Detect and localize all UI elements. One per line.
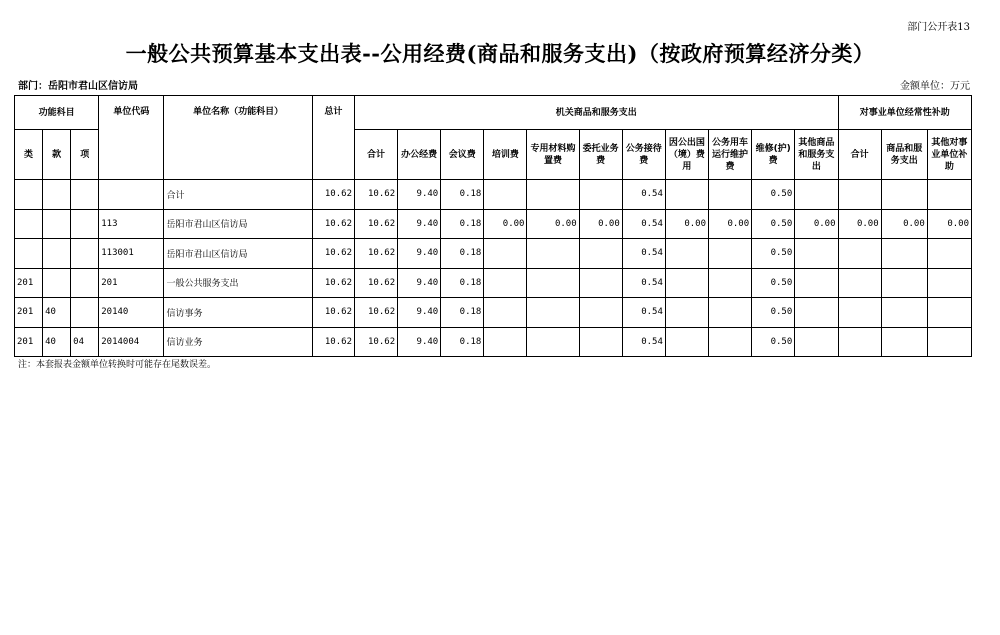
cell-agency-value xyxy=(484,327,527,357)
cell-agency-value xyxy=(484,298,527,328)
cell-agency-value: 0.54 xyxy=(622,239,665,269)
header-agency-col: 公务接待费 xyxy=(622,130,665,180)
cell-agency-value xyxy=(579,180,622,210)
cell-total: 10.62 xyxy=(312,209,354,239)
cell-subsidy-value xyxy=(927,298,971,328)
table-code: 部门公开表13 xyxy=(907,22,970,33)
cell-agency-value xyxy=(527,239,579,269)
header-func-subject: 功能科目 xyxy=(15,96,99,130)
cell-agency-value: 0.00 xyxy=(579,209,622,239)
table-row xyxy=(15,239,972,269)
cell-lei: 201 xyxy=(15,298,43,328)
cell-agency-value: 10.62 xyxy=(354,180,397,210)
cell-agency-value xyxy=(795,239,838,269)
cell-agency-value: 0.18 xyxy=(441,298,484,328)
cell-lei xyxy=(15,180,43,210)
cell-unit-code: 113001 xyxy=(99,239,164,269)
cell-agency-value xyxy=(795,268,838,298)
cell-subsidy-value xyxy=(927,239,971,269)
header-agency-col: 维修(护)费 xyxy=(752,130,795,180)
cell-subsidy-value xyxy=(881,327,927,357)
cell-unit-name: 合计 xyxy=(164,180,312,210)
cell-agency-value xyxy=(579,298,622,328)
cell-agency-value: 0.50 xyxy=(752,327,795,357)
cell-agency-value: 0.18 xyxy=(441,180,484,210)
cell-agency-value: 0.18 xyxy=(441,327,484,357)
header-agency-col: 因公出国（境）费用 xyxy=(665,130,708,180)
cell-kuan xyxy=(43,239,71,269)
table-row xyxy=(15,268,972,298)
header-group-subsidy: 对事业单位经常性补助 xyxy=(838,96,971,130)
cell-xiang xyxy=(71,268,99,298)
header-agency-col: 公务用车运行维护费 xyxy=(709,130,752,180)
header-agency-col: 办公经费 xyxy=(398,130,441,180)
header-subsidy-col: 合计 xyxy=(838,130,881,180)
cell-agency-value: 0.50 xyxy=(752,298,795,328)
cell-agency-value: 10.62 xyxy=(354,298,397,328)
header-agency-col: 委托业务费 xyxy=(579,130,622,180)
cell-lei: 201 xyxy=(15,327,43,357)
cell-agency-value xyxy=(527,268,579,298)
header-unit-code: 单位代码 xyxy=(99,96,164,180)
cell-agency-value: 0.00 xyxy=(665,209,708,239)
cell-agency-value: 0.50 xyxy=(752,209,795,239)
cell-agency-value xyxy=(527,180,579,210)
cell-subsidy-value xyxy=(838,327,881,357)
cell-agency-value xyxy=(709,327,752,357)
cell-unit-code xyxy=(99,180,164,210)
cell-agency-value xyxy=(795,298,838,328)
cell-agency-value xyxy=(665,239,708,269)
cell-unit-code: 113 xyxy=(99,209,164,239)
header-xiang: 项 xyxy=(71,130,99,180)
cell-unit-code: 201 xyxy=(99,268,164,298)
cell-agency-value xyxy=(665,327,708,357)
cell-xiang xyxy=(71,239,99,269)
cell-agency-value: 0.00 xyxy=(709,209,752,239)
amount-unit-label: 金额单位：万元 xyxy=(900,81,970,92)
cell-agency-value xyxy=(665,268,708,298)
cell-lei xyxy=(15,209,43,239)
cell-xiang: 04 xyxy=(71,327,99,357)
cell-subsidy-value xyxy=(881,268,927,298)
cell-subsidy-value xyxy=(838,298,881,328)
cell-agency-value: 0.18 xyxy=(441,209,484,239)
cell-agency-value xyxy=(709,239,752,269)
cell-total: 10.62 xyxy=(312,180,354,210)
cell-subsidy-value xyxy=(927,180,971,210)
cell-agency-value: 10.62 xyxy=(354,209,397,239)
header-subsidy-col: 其他对事业单位补助 xyxy=(927,130,971,180)
cell-agency-value: 0.54 xyxy=(622,180,665,210)
header-lei: 类 xyxy=(15,130,43,180)
cell-total: 10.62 xyxy=(312,298,354,328)
header-agency-col: 会议费 xyxy=(441,130,484,180)
table-row xyxy=(15,180,972,210)
cell-total: 10.62 xyxy=(312,268,354,298)
cell-unit-code: 2014004 xyxy=(99,327,164,357)
cell-agency-value: 0.18 xyxy=(441,239,484,269)
cell-agency-value: 0.50 xyxy=(752,239,795,269)
cell-agency-value: 9.40 xyxy=(398,327,441,357)
header-agency-col: 其他商品和服务支出 xyxy=(795,130,838,180)
cell-agency-value xyxy=(579,268,622,298)
cell-subsidy-value: 0.00 xyxy=(881,209,927,239)
cell-agency-value xyxy=(795,180,838,210)
header-agency-col: 培训费 xyxy=(484,130,527,180)
cell-subsidy-value xyxy=(838,239,881,269)
footnote: 注：本套报表金额单位转换时可能存在尾数误差。 xyxy=(18,360,217,370)
cell-agency-value xyxy=(709,268,752,298)
cell-subsidy-value xyxy=(838,180,881,210)
cell-agency-value xyxy=(795,327,838,357)
cell-unit-name: 一般公共服务支出 xyxy=(164,268,312,298)
cell-xiang xyxy=(71,298,99,328)
cell-agency-value xyxy=(484,239,527,269)
cell-agency-value: 0.50 xyxy=(752,180,795,210)
expenditure-table xyxy=(14,95,972,357)
table-row xyxy=(15,298,972,328)
cell-kuan xyxy=(43,268,71,298)
cell-unit-name: 信访业务 xyxy=(164,327,312,357)
cell-agency-value: 0.54 xyxy=(622,298,665,328)
cell-agency-value: 0.54 xyxy=(622,209,665,239)
header-agency-col: 专用材料购置费 xyxy=(527,130,579,180)
cell-agency-value xyxy=(709,298,752,328)
cell-subsidy-value xyxy=(927,327,971,357)
page-title: 一般公共预算基本支出表--公用经费(商品和服务支出)（按政府预算经济分类） xyxy=(125,41,875,66)
cell-agency-value: 0.54 xyxy=(622,327,665,357)
cell-lei: 201 xyxy=(15,268,43,298)
table-row xyxy=(15,209,972,239)
cell-unit-name: 岳阳市君山区信访局 xyxy=(164,209,312,239)
cell-agency-value: 9.40 xyxy=(398,268,441,298)
cell-unit-name: 岳阳市君山区信访局 xyxy=(164,239,312,269)
cell-agency-value: 0.18 xyxy=(441,268,484,298)
cell-agency-value: 0.54 xyxy=(622,268,665,298)
cell-subsidy-value xyxy=(881,180,927,210)
cell-agency-value xyxy=(579,239,622,269)
cell-agency-value xyxy=(665,180,708,210)
cell-xiang xyxy=(71,209,99,239)
header-unit-name: 单位名称（功能科目） xyxy=(164,96,312,180)
cell-kuan: 40 xyxy=(43,327,71,357)
cell-agency-value xyxy=(527,327,579,357)
cell-agency-value: 9.40 xyxy=(398,180,441,210)
header-group-agency: 机关商品和服务支出 xyxy=(354,96,838,130)
cell-agency-value: 10.62 xyxy=(354,268,397,298)
cell-agency-value: 10.62 xyxy=(354,239,397,269)
cell-agency-value: 0.50 xyxy=(752,268,795,298)
cell-agency-value: 9.40 xyxy=(398,239,441,269)
cell-kuan: 40 xyxy=(43,298,71,328)
cell-total: 10.62 xyxy=(312,239,354,269)
cell-agency-value: 9.40 xyxy=(398,209,441,239)
cell-subsidy-value: 0.00 xyxy=(927,209,971,239)
cell-agency-value: 0.00 xyxy=(795,209,838,239)
cell-subsidy-value xyxy=(881,239,927,269)
cell-agency-value xyxy=(484,268,527,298)
cell-subsidy-value xyxy=(881,298,927,328)
cell-total: 10.62 xyxy=(312,327,354,357)
cell-unit-code: 20140 xyxy=(99,298,164,328)
cell-lei xyxy=(15,239,43,269)
cell-kuan xyxy=(43,209,71,239)
cell-kuan xyxy=(43,180,71,210)
cell-agency-value xyxy=(709,180,752,210)
cell-agency-value xyxy=(579,327,622,357)
header-total: 总计 xyxy=(312,96,354,180)
cell-agency-value: 0.00 xyxy=(484,209,527,239)
table-row xyxy=(15,327,972,357)
header-agency-col: 合计 xyxy=(354,130,397,180)
cell-agency-value: 0.00 xyxy=(527,209,579,239)
cell-subsidy-value xyxy=(927,268,971,298)
cell-agency-value: 10.62 xyxy=(354,327,397,357)
cell-unit-name: 信访事务 xyxy=(164,298,312,328)
header-kuan: 款 xyxy=(43,130,71,180)
header-subsidy-col: 商品和服务支出 xyxy=(881,130,927,180)
cell-xiang xyxy=(71,180,99,210)
cell-agency-value xyxy=(527,298,579,328)
cell-agency-value: 9.40 xyxy=(398,298,441,328)
cell-subsidy-value xyxy=(838,268,881,298)
cell-agency-value xyxy=(484,180,527,210)
cell-subsidy-value: 0.00 xyxy=(838,209,881,239)
cell-agency-value xyxy=(665,298,708,328)
department-label: 部门：岳阳市君山区信访局 xyxy=(18,81,138,92)
